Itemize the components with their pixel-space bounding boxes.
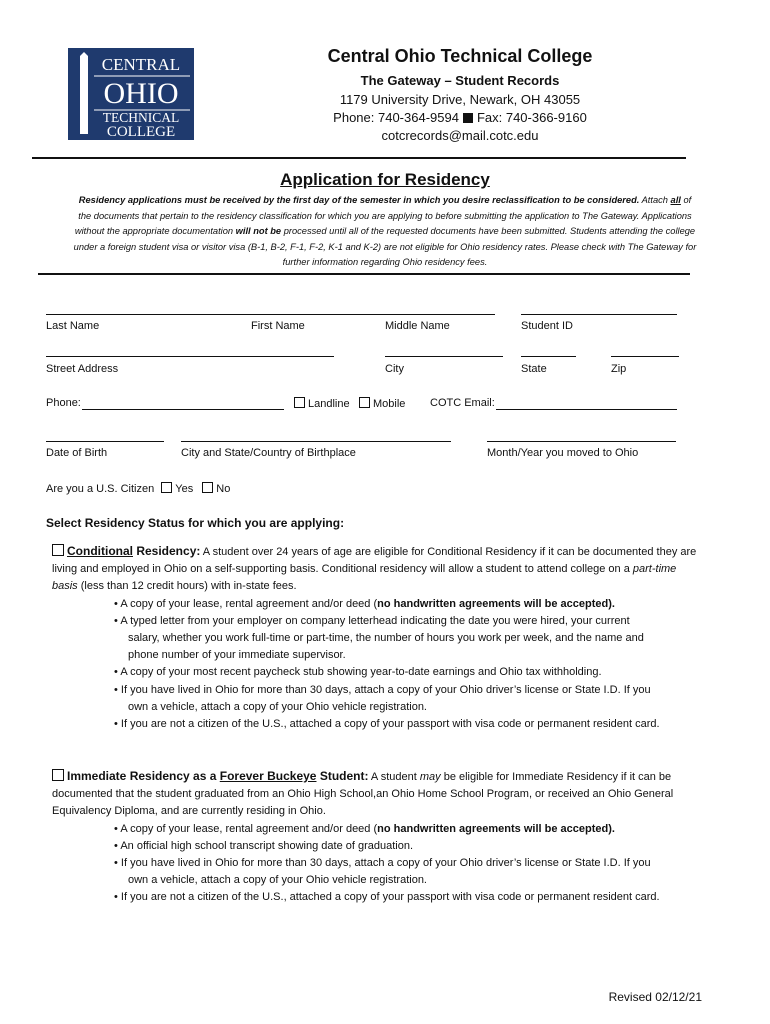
cotc-email-label: COTC Email: — [430, 397, 495, 409]
street-address-field[interactable] — [46, 356, 334, 357]
logo-line-4: COLLEGE — [106, 124, 176, 140]
city-field[interactable] — [385, 356, 503, 357]
list-item: • If you are not a citizen of the U.S., attached a copy of your passport with visa code or permanent resident card. — [114, 718, 660, 731]
conditional-req-3: A copy of your most recent paycheck stub showing year-to-date earnings and Ohio tax withholding. — [120, 666, 602, 679]
form-title: Application for Residency — [280, 170, 490, 189]
conditional-title: Residency: — [133, 544, 201, 558]
mobile-label: Mobile — [373, 398, 406, 410]
intro-text-2: of the documents that pertain to the residency classification for which you are applying to before submitting the application to The Gateway. Applications without the appropriate documentation — [74, 195, 692, 237]
birthplace-field[interactable] — [181, 441, 451, 442]
zip-label: Zip — [611, 363, 627, 375]
conditional-req-1: A copy of your lease, rental agreement and/or deed ( — [120, 597, 378, 610]
conditional-req-4-line-2: own a vehicle, attach a copy of your Ohio vehicle registration. — [128, 700, 427, 713]
student-id-label: Student ID — [521, 320, 573, 332]
mobile-checkbox[interactable] — [359, 397, 370, 408]
intro-paragraph — [72, 193, 698, 271]
citizen-no-label: No — [216, 483, 231, 495]
immediate-req-3-line-2: own a vehicle, attach a copy of your Ohio vehicle registration. — [128, 874, 427, 887]
name-field[interactable] — [46, 314, 495, 315]
birthplace-label: City and State/Country of Birthplace — [181, 447, 356, 459]
separator-square-icon — [463, 113, 473, 123]
citizen-yes-label: Yes — [175, 483, 194, 495]
immediate-residency-section — [52, 768, 702, 907]
immediate-title-underlined: Forever Buckeye — [219, 769, 317, 783]
citizen-question — [46, 482, 230, 495]
conditional-requirements — [52, 596, 702, 734]
first-name-label: First Name — [251, 320, 305, 332]
immediate-requirements — [52, 821, 702, 907]
list-item: • If you have lived in Ohio for more than 30 days, attach a copy of your Ohio driver’s license or State I.D. If you own a vehicle, attach a copy of your Ohio vehicle registration. — [52, 855, 702, 889]
logo-line-3: TECHNICAL — [102, 110, 180, 125]
college-logo — [68, 48, 194, 140]
immediate-desc-2: be eligible for Immediate Residency if it can be documented that the student graduated from an Ohio High School,an Ohio Home School Program, or received an Ohio General Equivalency Diploma, and are currently residing in Ohio. — [52, 771, 674, 818]
intro-will-not-be: will not be — [235, 226, 282, 237]
conditional-desc-1: A student over 24 years of age are eligible for Conditional Residency if it can be documented they are living and employed in Ohio on a self-supporting basis. Conditional residency will allow a student to attend college on a — [52, 546, 697, 576]
intro-all: all — [670, 195, 681, 205]
last-name-label: Last Name — [46, 320, 100, 332]
street-address-label: Street Address — [46, 363, 119, 375]
department-name: The Gateway – Student Records — [360, 73, 560, 88]
immediate-req-3-line-1: If you have lived in Ohio for more than 30 days, attach a copy of your Ohio driver’s license or State I.D. If you — [120, 857, 651, 870]
monument-icon — [80, 52, 88, 134]
conditional-req-1-bold: no handwritten agreements will be accepted). — [377, 597, 615, 610]
citizen-yes-checkbox[interactable] — [161, 482, 172, 493]
select-status-heading: Select Residency Status for which you are applying: — [46, 516, 345, 530]
city-label: City — [385, 363, 404, 375]
student-id-field[interactable] — [521, 314, 677, 315]
immediate-req-2: An official high school transcript showing date of graduation. — [120, 839, 414, 852]
intro-text-3: processed until all of the requested documents have been submitted. Students attending the college under a foreign student visa or visitor visa (B-1, B-2, F-1, F-2, K-1 and K-2) are not eligible for Ohio residency rates. Please check with The Gateway for further information regarding Ohio residency fees. — [73, 226, 697, 268]
list-item: • A copy of your lease, rental agreement and/or deed (no handwritten agreements will be accepted). — [114, 597, 615, 610]
landline-option[interactable] — [294, 397, 350, 410]
immediate-title-a: Immediate Residency as a — [67, 769, 220, 783]
middle-name-label: Middle Name — [385, 320, 450, 332]
zip-field[interactable] — [611, 356, 679, 357]
logo-line-1: CENTRAL — [101, 55, 181, 74]
moved-to-ohio-label: Month/Year you moved to Ohio — [487, 447, 639, 459]
cotc-email-field[interactable] — [496, 409, 677, 410]
intro-deadline: Residency applications must be received by the first day of the semester in which you desire reclassification to be considered. — [78, 195, 640, 205]
conditional-desc-2: (less than 12 credit hours) with in-state fees. — [77, 580, 297, 593]
list-item: • If you have lived in Ohio for more than 30 days, attach a copy of your Ohio driver’s license or State I.D. If you own a vehicle, attach a copy of your Ohio vehicle registration. — [52, 682, 702, 716]
landline-checkbox[interactable] — [294, 397, 305, 408]
header-divider — [32, 157, 686, 159]
conditional-req-4-line-1: If you have lived in Ohio for more than 30 days, attach a copy of your Ohio driver’s license or State I.D. If you — [120, 683, 651, 696]
list-item: • An official high school transcript showing date of graduation. — [114, 839, 414, 852]
phone-number: Phone: 740-364-9594 — [333, 110, 459, 125]
list-item: • A copy of your lease, rental agreement and/or deed (no handwritten agreements will be accepted). — [114, 822, 615, 835]
list-item: • A copy of your most recent paycheck stub showing year-to-date earnings and Ohio tax withholding. — [114, 666, 602, 679]
citizen-no-option[interactable] — [202, 483, 230, 495]
intro-text-1: Attach — [639, 195, 671, 205]
immediate-req-1: A copy of your lease, rental agreement and/or deed ( — [120, 822, 378, 835]
citizen-question-label: Are you a U.S. Citizen — [46, 483, 155, 495]
dob-field[interactable] — [46, 441, 164, 442]
logo-graphic — [68, 48, 194, 140]
conditional-part-time: part-time basis — [52, 563, 677, 593]
conditional-req-5: If you are not a citizen of the U.S., attached a copy of your passport with visa code or permanent resident card. — [120, 718, 660, 731]
conditional-req-2-line-1: A typed letter from your employer on company letterhead indicating the date you were hired, your current — [120, 614, 630, 627]
conditional-req-2-line-3: phone number of your immediate supervisor. — [128, 649, 346, 662]
intro-divider — [38, 273, 690, 275]
list-item: • If you are not a citizen of the U.S., attached a copy of your passport with visa code or permanent resident card. — [114, 891, 660, 904]
conditional-title-underlined: Conditional — [67, 544, 133, 558]
revision-date: Revised 02/12/21 — [608, 990, 702, 1004]
state-field[interactable] — [521, 356, 576, 357]
list-item: • A typed letter from your employer on company letterhead indicating the date you were hired, your current salary, whether you work full-time or part-time, the number of hours you work per week, and the name and phone number of your immediate supervisor. — [52, 613, 702, 665]
immediate-checkbox[interactable] — [52, 769, 64, 781]
header-info — [290, 46, 630, 146]
phone-field[interactable] — [82, 409, 284, 410]
immediate-desc-1: A student — [368, 771, 420, 783]
conditional-checkbox[interactable] — [52, 544, 64, 556]
college-name: Central Ohio Technical College — [327, 46, 593, 66]
phone-fax-line — [290, 110, 630, 125]
address: 1179 University Drive, Newark, OH 43055 — [339, 92, 581, 107]
immediate-may: may — [419, 771, 441, 783]
dob-label: Date of Birth — [46, 447, 108, 459]
landline-label: Landline — [308, 398, 350, 410]
citizen-yes-option[interactable] — [161, 483, 193, 495]
citizen-no-checkbox[interactable] — [202, 482, 213, 493]
immediate-req-1-bold: no handwritten agreements will be accepted). — [377, 822, 615, 835]
immediate-title-b: Student: — [316, 769, 369, 783]
phone-label: Phone: — [46, 397, 81, 409]
immediate-req-4: If you are not a citizen of the U.S., attached a copy of your passport with visa code or permanent resident card. — [120, 891, 660, 904]
conditional-residency-section — [52, 543, 702, 733]
mobile-option[interactable] — [359, 397, 405, 410]
fax-number: Fax: 740-366-9160 — [476, 110, 587, 125]
logo-line-2: OHIO — [103, 77, 179, 110]
records-email: cotcrecords@mail.cotc.edu — [381, 128, 539, 143]
state-label: State — [521, 363, 547, 375]
moved-to-ohio-field[interactable] — [487, 441, 676, 442]
conditional-req-2-line-2: salary, whether you work full-time or part-time, the number of hours you work per week, and the name and — [128, 632, 644, 645]
